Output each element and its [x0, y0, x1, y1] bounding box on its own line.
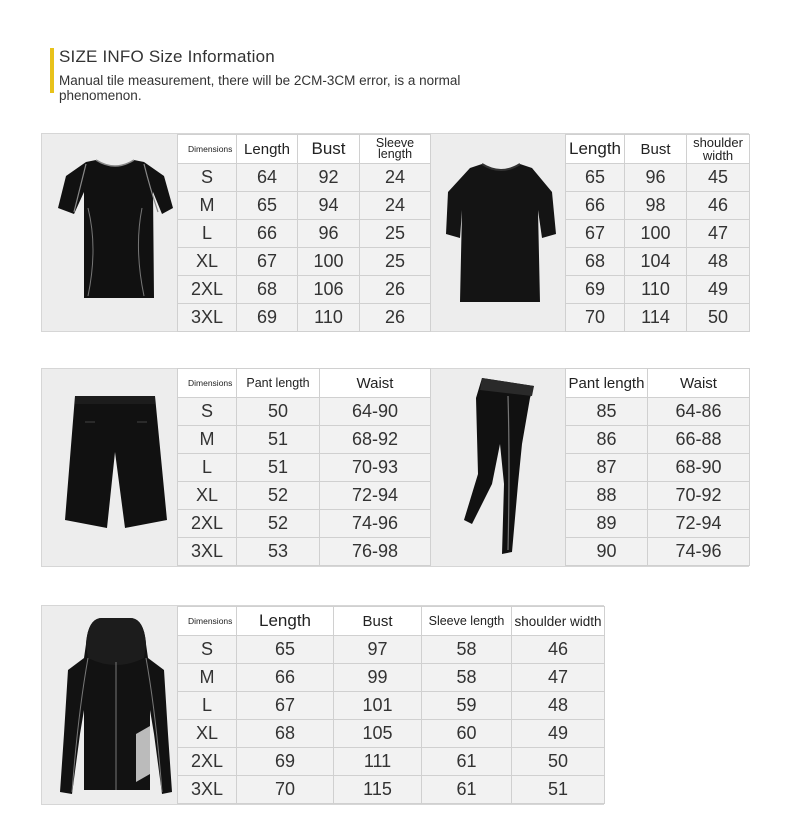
table-row — [566, 538, 750, 566]
header-waist: Waist — [320, 369, 431, 398]
table-row — [178, 220, 431, 248]
bust-cell: 99 — [334, 664, 422, 692]
pant-length-cell: 87 — [566, 454, 648, 482]
table-row — [566, 398, 750, 426]
pant-length-cell: 50 — [237, 398, 320, 426]
size-cell: 2XL — [178, 748, 237, 776]
bust-cell: 105 — [334, 720, 422, 748]
waist-cell: 68-92 — [320, 426, 431, 454]
size-cell: 2XL — [178, 276, 237, 304]
pant-length-cell: 51 — [237, 426, 320, 454]
sleeve-cell: 61 — [422, 748, 512, 776]
header-length: Length — [237, 135, 298, 164]
table-row — [566, 248, 750, 276]
bust-cell: 111 — [334, 748, 422, 776]
bust-cell: 101 — [334, 692, 422, 720]
header-sleeve-length: Sleeve length — [360, 135, 431, 164]
length-cell: 68 — [237, 720, 334, 748]
table-row — [566, 454, 750, 482]
waist-cell: 76-98 — [320, 538, 431, 566]
header-pant-length: Pant length — [237, 369, 320, 398]
length-cell: 69 — [237, 748, 334, 776]
table-row — [178, 454, 431, 482]
size-cell: M — [178, 426, 237, 454]
length-cell: 69 — [566, 276, 625, 304]
page-title: SIZE INFO Size Information — [59, 47, 275, 66]
length-cell: 70 — [237, 776, 334, 804]
sleeve-cell: 59 — [422, 692, 512, 720]
length-cell: 66 — [237, 664, 334, 692]
sleeve-cell: 25 — [360, 220, 431, 248]
header-shoulder-width: shoulder width — [687, 135, 750, 164]
length-cell: 67 — [566, 220, 625, 248]
shoulder-cell: 49 — [687, 276, 750, 304]
size-cell: 3XL — [178, 538, 237, 566]
sleeve-cell: 60 — [422, 720, 512, 748]
length-cell: 70 — [566, 304, 625, 332]
waist-cell: 64-90 — [320, 398, 431, 426]
table-row — [178, 720, 605, 748]
pants-size-table — [565, 368, 750, 566]
length-cell: 69 — [237, 304, 298, 332]
header-length: Length — [566, 135, 625, 164]
header-sleeve-length: Sleeve length — [422, 607, 512, 636]
size-cell: 2XL — [178, 510, 237, 538]
waist-cell: 72-94 — [320, 482, 431, 510]
header-dimensions: Dimensions — [178, 135, 237, 164]
header-bust: Bust — [334, 607, 422, 636]
table-row — [178, 398, 431, 426]
bust-cell: 92 — [298, 164, 360, 192]
table-row — [178, 482, 431, 510]
size-cell: L — [178, 454, 237, 482]
header-accent-bar — [50, 48, 54, 93]
shorts-size-table — [177, 368, 431, 566]
header-bust: Bust — [625, 135, 687, 164]
bust-cell: 100 — [625, 220, 687, 248]
table-row — [566, 482, 750, 510]
sleeve-cell: 58 — [422, 636, 512, 664]
size-cell: L — [178, 692, 237, 720]
pant-length-cell: 88 — [566, 482, 648, 510]
waist-cell: 66-88 — [648, 426, 750, 454]
waist-cell: 68-90 — [648, 454, 750, 482]
table-row — [566, 304, 750, 332]
sleeve-cell: 61 — [422, 776, 512, 804]
waist-cell: 74-96 — [320, 510, 431, 538]
table-row — [566, 164, 750, 192]
size-cell: M — [178, 664, 237, 692]
table-row — [178, 276, 431, 304]
size-cell: 3XL — [178, 776, 237, 804]
shoulder-cell: 51 — [512, 776, 605, 804]
pant-length-cell: 90 — [566, 538, 648, 566]
size-cell: S — [178, 636, 237, 664]
shoulder-cell: 48 — [512, 692, 605, 720]
length-cell: 65 — [566, 164, 625, 192]
table-row — [178, 192, 431, 220]
table-row — [566, 276, 750, 304]
shoulder-cell: 50 — [687, 304, 750, 332]
waist-cell: 70-93 — [320, 454, 431, 482]
table-row — [566, 510, 750, 538]
shoulder-cell: 46 — [512, 636, 605, 664]
table-row — [178, 538, 431, 566]
length-cell: 67 — [237, 692, 334, 720]
jacket-size-table — [177, 606, 605, 804]
size-cell: M — [178, 192, 237, 220]
size-cell: S — [178, 398, 237, 426]
bust-cell: 110 — [625, 276, 687, 304]
waist-cell: 72-94 — [648, 510, 750, 538]
bust-cell: 97 — [334, 636, 422, 664]
measurement-note: Manual tile measurement, there will be 2CM-3CM error, is a normal phenomenon. — [59, 73, 461, 103]
pant-length-cell: 52 — [237, 510, 320, 538]
bust-cell: 115 — [334, 776, 422, 804]
sleeve-cell: 58 — [422, 664, 512, 692]
table-row — [178, 664, 605, 692]
size-cell: XL — [178, 248, 237, 276]
header-shoulder-width: shoulder width — [512, 607, 605, 636]
table-row — [566, 426, 750, 454]
shoulder-cell: 45 — [687, 164, 750, 192]
bust-cell: 96 — [625, 164, 687, 192]
pant-length-cell: 52 — [237, 482, 320, 510]
pant-length-cell: 51 — [237, 454, 320, 482]
tight-tshirt-image — [58, 148, 173, 313]
length-cell: 68 — [237, 276, 298, 304]
shoulder-cell: 46 — [687, 192, 750, 220]
shorts-image — [63, 392, 168, 537]
length-cell: 65 — [237, 636, 334, 664]
sleeve-cell: 26 — [360, 304, 431, 332]
header-bust: Bust — [298, 135, 360, 164]
loose-tshirt-size-table — [565, 134, 750, 332]
header-pant-length: Pant length — [566, 369, 648, 398]
length-cell: 66 — [566, 192, 625, 220]
shoulder-cell: 47 — [687, 220, 750, 248]
size-cell: 3XL — [178, 304, 237, 332]
header-dimensions: Dimensions — [178, 607, 237, 636]
table-row — [178, 304, 431, 332]
table-row — [178, 426, 431, 454]
header-length: Length — [237, 607, 334, 636]
bust-cell: 100 — [298, 248, 360, 276]
pant-length-cell: 53 — [237, 538, 320, 566]
sleeve-cell: 26 — [360, 276, 431, 304]
bust-cell: 106 — [298, 276, 360, 304]
sleeve-cell: 24 — [360, 164, 431, 192]
hooded-jacket-image — [58, 614, 173, 804]
shoulder-cell: 49 — [512, 720, 605, 748]
table-row — [178, 748, 605, 776]
table-row — [178, 776, 605, 804]
table-row — [178, 692, 605, 720]
length-cell: 66 — [237, 220, 298, 248]
loose-tshirt-image — [446, 158, 556, 313]
bust-cell: 94 — [298, 192, 360, 220]
size-cell: S — [178, 164, 237, 192]
table-row — [566, 220, 750, 248]
length-cell: 65 — [237, 192, 298, 220]
pant-length-cell: 85 — [566, 398, 648, 426]
tight-tshirt-size-table — [177, 134, 431, 332]
waist-cell: 64-86 — [648, 398, 750, 426]
bust-cell: 104 — [625, 248, 687, 276]
sleeve-cell: 25 — [360, 248, 431, 276]
size-cell: XL — [178, 720, 237, 748]
table-row — [178, 248, 431, 276]
table-row — [178, 164, 431, 192]
size-cell: L — [178, 220, 237, 248]
header-waist: Waist — [648, 369, 750, 398]
bust-cell: 98 — [625, 192, 687, 220]
shoulder-cell: 47 — [512, 664, 605, 692]
length-cell: 67 — [237, 248, 298, 276]
compression-pants-image — [452, 374, 547, 564]
waist-cell: 70-92 — [648, 482, 750, 510]
pant-length-cell: 86 — [566, 426, 648, 454]
shoulder-cell: 48 — [687, 248, 750, 276]
size-cell: XL — [178, 482, 237, 510]
table-row — [178, 636, 605, 664]
bust-cell: 114 — [625, 304, 687, 332]
length-cell: 68 — [566, 248, 625, 276]
bust-cell: 96 — [298, 220, 360, 248]
sleeve-cell: 24 — [360, 192, 431, 220]
shoulder-cell: 50 — [512, 748, 605, 776]
length-cell: 64 — [237, 164, 298, 192]
pant-length-cell: 89 — [566, 510, 648, 538]
table-row — [178, 510, 431, 538]
waist-cell: 74-96 — [648, 538, 750, 566]
bust-cell: 110 — [298, 304, 360, 332]
table-row — [566, 192, 750, 220]
header-dimensions: Dimensions — [178, 369, 237, 398]
